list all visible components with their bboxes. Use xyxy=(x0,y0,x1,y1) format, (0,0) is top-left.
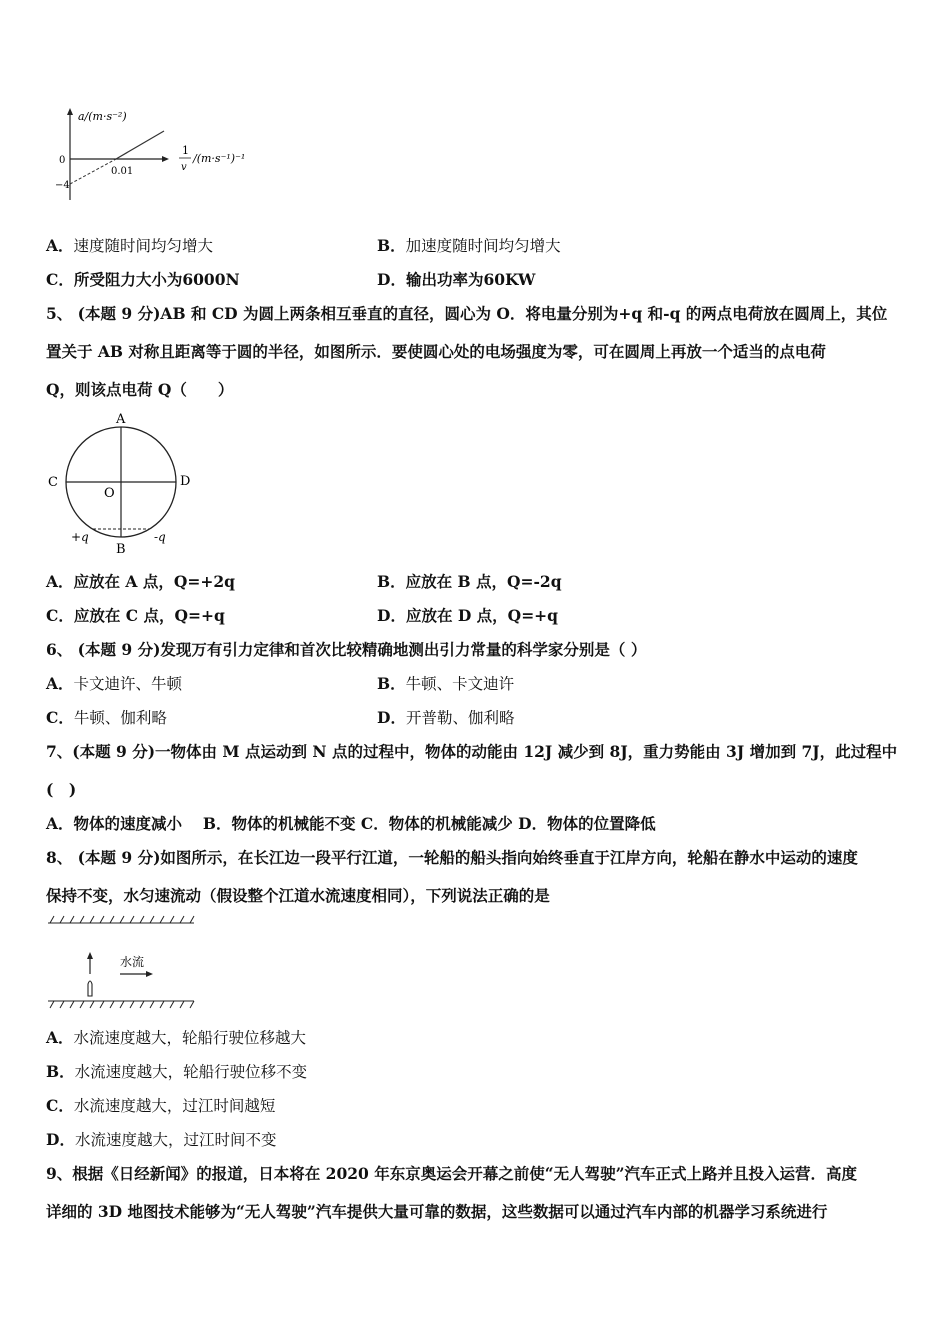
label-c: C xyxy=(48,475,58,490)
graph-line xyxy=(116,131,164,159)
river-diagram xyxy=(44,912,200,1012)
q8-option-b: B．水流速度越大，轮船行驶位移不变 xyxy=(46,1062,308,1081)
lower-bank xyxy=(48,1001,194,1008)
upper-bank xyxy=(48,916,194,923)
q7-stem-line1: 7、(本题 9 分)一物体由 M 点运动到 N 点的过程中，物体的动能由 12J 减少到 8J，重力势能由 3J 增加到 7J，此过程中 xyxy=(46,742,898,761)
q5-option-c: C．应放在 C 点，Q=+q xyxy=(46,606,225,625)
label-minus-q: -q xyxy=(154,530,166,544)
q6-option-d: D．开普勒、伽利略 xyxy=(377,708,515,727)
q4-option-a: A．速度随时间均匀增大 xyxy=(46,236,214,255)
x-axis-frac-den: v xyxy=(181,162,187,173)
x-axis-unit: /(m·s⁻¹)⁻¹ xyxy=(193,152,246,165)
q5-stem-line1: 5、 (本题 9 分)AB 和 CD 为圆上两条相互垂直的直径，圆心为 O．将电量分别为+q 和-q 的两点电荷放在圆周上，其位 xyxy=(46,304,888,323)
x-axis-frac-num: 1 xyxy=(182,144,189,157)
q5-option-b: B．应放在 B 点，Q=-2q xyxy=(377,572,562,591)
circle-diagram xyxy=(40,408,200,558)
acceleration-graph xyxy=(52,104,272,204)
label-d: D xyxy=(180,474,191,489)
q8-option-c: C．水流速度越大，过江时间越短 xyxy=(46,1096,276,1115)
intercept-y-label: −4 xyxy=(55,180,70,191)
y-axis-arrow xyxy=(67,108,73,115)
label-o: O xyxy=(104,486,115,501)
q8-stem-line1: 8、 (本题 9 分)如图所示，在长江边一段平行江道，一轮船的船头指向始终垂直于江岸方向，轮船在静水中运动的速度 xyxy=(46,848,858,867)
q6-option-a: A．卡文迪许、牛顿 xyxy=(46,674,183,693)
q4-option-b: B．加速度随时间均匀增大 xyxy=(377,236,561,255)
q5-stem-line2: 置关于 AB 对称且距离等于圆的半径，如图所示．要使圆心处的电场强度为零，可在圆周上再放一个适当的点电荷 xyxy=(46,342,826,361)
q8-option-a: A．水流速度越大，轮船行驶位移越大 xyxy=(46,1028,307,1047)
dashed-extension xyxy=(70,159,116,184)
q6-option-b: B．牛顿、卡文迪许 xyxy=(377,674,515,693)
q4-option-d: D．输出功率为60KW xyxy=(377,270,536,289)
boat-icon xyxy=(88,981,92,996)
x-axis-arrow xyxy=(162,156,169,162)
q9-stem-line1: 9、根据《日经新闻》的报道，日本将在 2020 年东京奥运会开幕之前使“无人驾驶”汽车正式上路并且投入运营．高度 xyxy=(46,1164,858,1183)
q5-option-d: D．应放在 D 点，Q=+q xyxy=(377,606,559,625)
intercept-x-label: 0.01 xyxy=(111,166,134,177)
origin-label: 0 xyxy=(59,155,66,166)
q5-option-a: A．应放在 A 点，Q=+2q xyxy=(46,572,235,591)
label-plus-q: +q xyxy=(71,530,89,544)
flow-label: 水流 xyxy=(120,955,145,969)
q4-option-c: C．所受阻力大小为6000N xyxy=(46,270,240,289)
label-a: A xyxy=(116,412,126,427)
q8-stem-line2: 保持不变，水匀速流动（假设整个江道水流速度相同），下列说法正确的是 xyxy=(46,886,550,905)
label-b: B xyxy=(116,542,126,557)
q6-stem: 6、 (本题 9 分)发现万有引力定律和首次比较精确地测出引力常量的科学家分别是（ ） xyxy=(46,640,647,659)
q9-stem-line2: 详细的 3D 地图技术能够为“无人驾驶”汽车提供大量可靠的数据，这些数据可以通过汽车内部的机器学习系统进行 xyxy=(46,1202,828,1221)
q7-options: A．物体的速度减小 B．物体的机械能不变 C．物体的机械能减少 D．物体的位置降低 xyxy=(46,814,656,833)
q8-option-d: D．水流速度越大，过江时间不变 xyxy=(46,1130,277,1149)
q6-option-c: C．牛顿、伽利略 xyxy=(46,708,167,727)
q7-stem-line2: ( ) xyxy=(46,780,77,799)
q5-stem-line3: Q，则该点电荷 Q（ ） xyxy=(46,380,234,399)
y-axis-label: a/(m·s⁻²) xyxy=(78,110,127,123)
